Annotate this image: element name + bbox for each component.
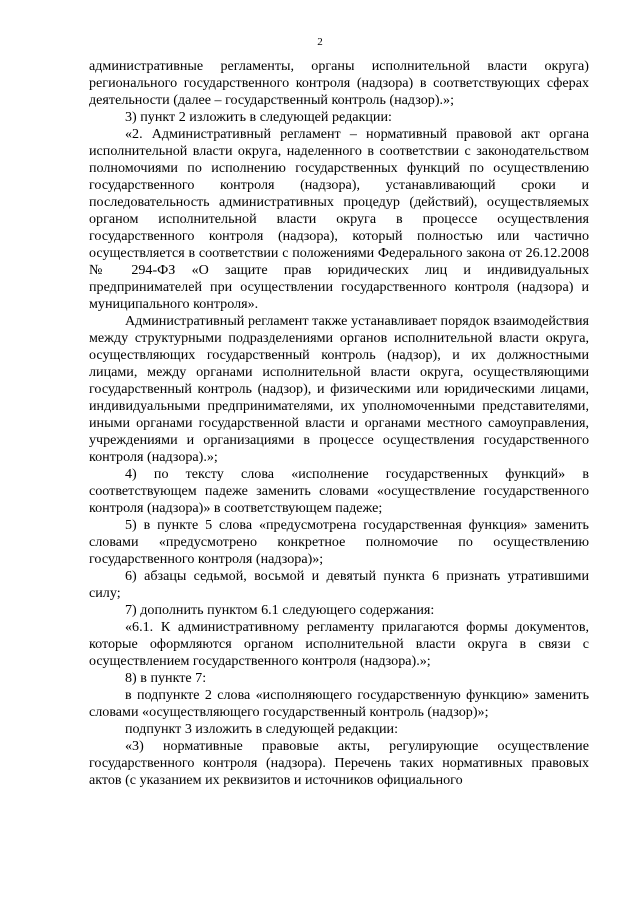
page-number: 2	[317, 36, 323, 48]
paragraph-7: 6) абзацы седьмой, восьмой и девятый пункта 6 признать утратившими силу;	[89, 568, 589, 601]
paragraph-13: «3) нормативные правовые акты, регулирующие осуществление государственного контроля (надзора). Перечень таких нормативных правовых актов (с указанием их реквизитов и источников официального	[89, 738, 589, 788]
document-body	[89, 58, 589, 789]
paragraph-4: Административный регламент также устанавливает порядок взаимодействия между структурными подразделениями органов исполнительной власти округа, осуществляющих государственный контроль (надзор), и их должностными лицами, между органами исполнительной власти округа, осуществляющими государственный контроль (надзор), и физическими или юридическими лицами, индивидуальными предпринимателями, их уполномоченными представителями, иными органами государственной власти и органами местного самоуправления, учреждениями и организациями в процессе осуществления государственного контроля (надзора).»;	[89, 313, 589, 465]
paragraph-9: «6.1. К административному регламенту прилагаются формы документов, которые оформляются органом исполнительной власти округа в связи с осуществлением государственного контроля (надзора).»;	[89, 619, 589, 669]
paragraph-2: 3) пункт 2 изложить в следующей редакции:	[125, 109, 392, 125]
paragraph-8: 7) дополнить пунктом 6.1 следующего содержания:	[125, 602, 435, 618]
paragraph-10: 8) в пункте 7:	[125, 670, 207, 686]
paragraph-5: 4) по тексту слова «исполнение государственных функций» в соответствующем падеже заменить словами «осуществление государственного контроля (надзора)» в соответствующем падеже;	[89, 466, 589, 516]
paragraph-3: «2. Административный регламент – нормативный правовой акт органа исполнительной власти округа, наделенного в соответствии с законодательством полномочиями по исполнению государственных функций по осуществлению государственного контроля (надзора), устанавливающий сроки и последовательность административных процедур (действий), осуществляемых органом исполнительной власти округа в процессе осуществления государственного контроля (надзора), который полностью или частично осуществляется в соответствии с положениями Федерального закона от 26.12.2008 № 294-ФЗ «О защите прав юридических лиц и индивидуальных предпринимателей при осуществлении государственного контроля (надзора) и муниципального контроля».	[89, 126, 589, 312]
paragraph-1: административные регламенты, органы исполнительной власти округа) регионального государственного контроля (надзора) в соответствующих сферах деятельности (далее – государственный контроль (надзор).»;	[89, 58, 589, 108]
paragraph-6: 5) в пункте 5 слова «предусмотрена государственная функция» заменить словами «предусмотрено конкретное полномочие по осуществлению государственного контроля (надзора)»;	[89, 517, 589, 567]
paragraph-12: подпункт 3 изложить в следующей редакции:	[125, 721, 399, 737]
paragraph-11: в подпункте 2 слова «исполняющего государственную функцию» заменить словами «осуществляющего государственный контроль (надзор)»;	[89, 687, 589, 720]
